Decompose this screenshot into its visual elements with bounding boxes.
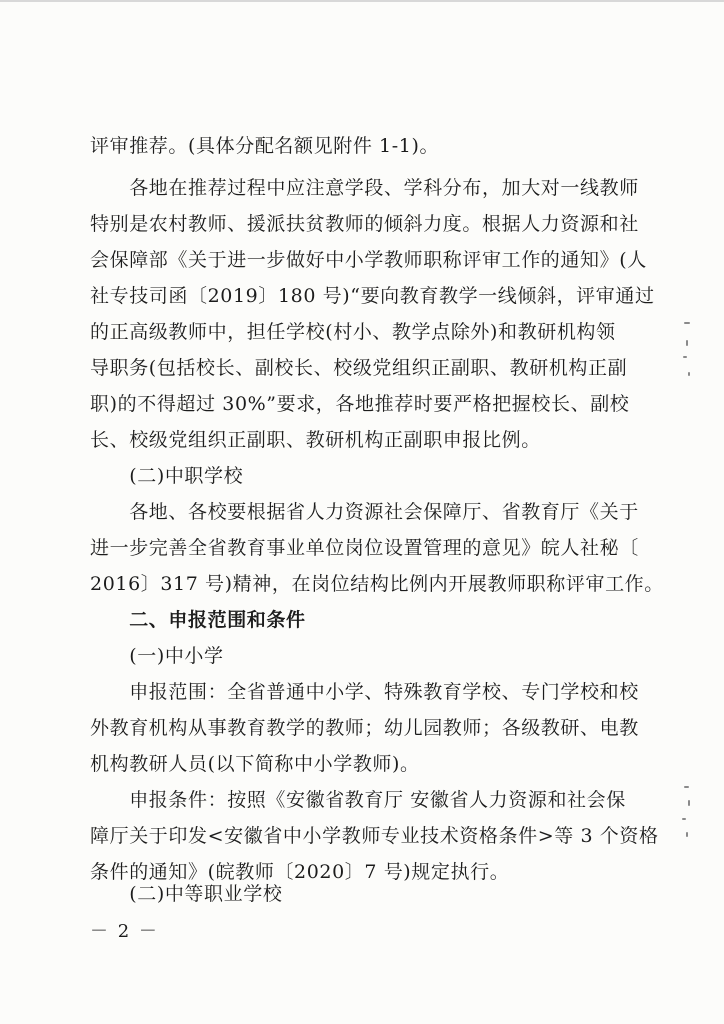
paragraph-line: 机构教研人员(以下简称中小学教师)。: [90, 753, 420, 775]
scan-top-edge: [0, 0, 724, 2]
paragraph-line: 特别是农村教师、援派扶贫教师的倾斜力度。根据人力资源和社: [90, 213, 639, 235]
section-subheading: (二)中等职业学校: [90, 883, 283, 905]
page-number: － 2 －: [90, 921, 159, 942]
scan-mark: [682, 818, 686, 820]
paragraph-line: 长、校级党组织正副职、教研机构正副职申报比例。: [90, 429, 541, 451]
paragraph-line: 职)的不得超过 30%”要求，各地推荐时要严格把握校长、副校: [90, 393, 630, 415]
scan-mark: [686, 832, 688, 837]
paragraph-line: 外教育机构从事教育教学的教师；幼儿园教师；各级教研、电教: [90, 717, 639, 739]
paragraph-line: 障厅关于印发<安徽省中小学教师专业技术资格条件>等 3 个资格: [90, 825, 659, 847]
paragraph-line: 社专技司函〔2019〕180 号)“要向教育教学一线倾斜，评审通过: [90, 285, 655, 307]
paragraph-line: 申报范围：全省普通中小学、特殊教育学校、专门学校和校: [90, 681, 639, 703]
scan-mark: [684, 322, 690, 324]
section-subheading: (一)中小学: [90, 645, 224, 667]
section-subheading: (二)中职学校: [90, 465, 244, 487]
paragraph-line: 各地、各校要根据省人力资源社会保障厅、省教育厅《关于: [90, 501, 639, 523]
paragraph-line: 评审推荐。(具体分配名额见附件 1-1)。: [90, 135, 440, 157]
paragraph-line: 2016〕317 号)精神，在岗位结构比例内开展教师职称评审工作。: [90, 573, 664, 595]
scan-mark: [686, 340, 688, 346]
scan-mark: [684, 786, 689, 788]
paragraph-line: 申报条件：按照《安徽省教育厅 安徽省人力资源和社会保: [90, 789, 626, 811]
paragraph-line: 会保障部《关于进一步做好中小学教师职称评审工作的通知》(人: [90, 249, 647, 271]
paragraph-line: 条件的通知》(皖教师〔2020〕7 号)规定执行。: [90, 861, 510, 883]
section-heading: 二、申报范围和条件: [90, 609, 306, 631]
scan-mark: [688, 800, 690, 806]
paragraph-line: 进一步完善全省教育事业单位岗位设置管理的意见》皖人社秘〔: [90, 537, 639, 559]
paragraph-line: 各地在推荐过程中应注意学段、学科分布，加大对一线教师: [90, 177, 639, 199]
paragraph-line: 的正高级教师中，担任学校(村小、教学点除外)和教研机构领: [90, 321, 616, 343]
scan-mark: [683, 356, 687, 358]
paragraph-line: 导职务(包括校长、副校长、校级党组织正副职、教研机构正副: [90, 357, 628, 379]
scan-mark: [688, 372, 690, 376]
